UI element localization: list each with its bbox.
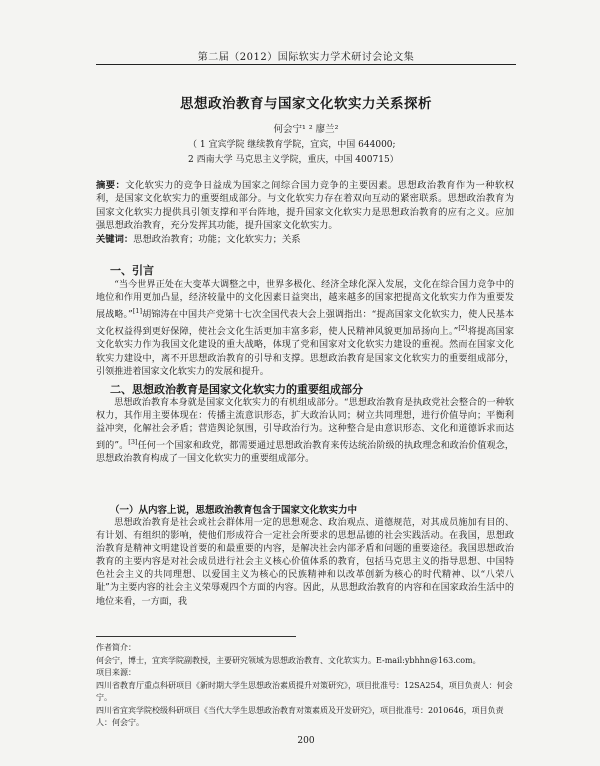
- intro-text-3: 将提高国家文化软实力作为我国文化建设的重大战略，体现了党和国家对文化软实力建设的重视。然而在国家文化软实力建设中，离不开思想政治教育的引导和支撑。思想政治教育是国家文化软实力的重要组成部分，引领推进着国家文化软实力的发展和提升。: [96, 327, 514, 377]
- footnotes: [96, 642, 516, 730]
- section-heading-intro: 一、引言: [110, 264, 154, 277]
- footnote-rule: [96, 636, 296, 637]
- keywords-label: 关键词：: [96, 234, 134, 245]
- running-head: 第二届（2012）国际软实力学术研讨会论文集: [197, 52, 415, 63]
- abstract: [96, 179, 514, 232]
- section2-text-2: 任何一个国家和政党，都需要通过思想政治教育来传达统治阶级的执政理念和政治价值观念，思想政治教育构成了一国文化软实力的重要组成部分。: [96, 441, 514, 465]
- header-rule: [96, 64, 516, 65]
- fund-label: 项目来源：: [96, 668, 136, 677]
- fund-item-1: 四川省教育厅重点科研项目《新时期大学生思想政治素质提升对策研究》，项目批准号：12SA254，项目负责人：何会宁。: [96, 680, 513, 702]
- affiliation-1: （ 1 宜宾学院 继续教育学院，宜宾，中国 644000;: [188, 140, 396, 150]
- keywords-text: 思想政治教育；功能；文化软实力；关系: [133, 234, 301, 245]
- authors: 何会宁¹ ² 廖兰²: [273, 124, 339, 135]
- subsection-heading-1: （一）从内容上说，思想政治教育包含于国家文化软实力中: [110, 505, 358, 516]
- section2-paragraph: [96, 397, 514, 467]
- intro-text-2: 胡锦涛在中国共产党第十七次全国代表大会上强调指出：“提高国家文化软实力，使人民基本文化权益得到更好保障，使社会文化生活更加丰富多彩，使人民精神风貌更加昂扬向上。”: [96, 310, 514, 338]
- page-number: 200: [297, 736, 315, 746]
- fund-item-2: 四川省宜宾学院校级科研项目《当代大学生思想政治教育对策素质及开发研究》，项目批准号：2010646，项目负责人：何会宁。: [96, 705, 504, 727]
- author-info-text: 何会宁，博士，宜宾学院副教授，主要研究领域为思想政治教育、文化软实力。E-mail:ybhhn@163.com。: [96, 655, 481, 665]
- affiliation-2: 2 西南大学 马克思主义学院，重庆，中国 400715）: [188, 155, 399, 165]
- abstract-text: 文化软实力的竞争日益成为国家之间综合国力竞争的主要因素。思想政治教育作为一种软权利，是国家文化软实力的重要组成部分。与文化软实力存在着双向互动的紧密联系。思想政治教育为国家文化软实力提供具引领支撑和平台阵地，提升国家文化软实力是思想政治教育的应有之义。应加强思想政治教育，充分发挥其功能，提升国家文化软实力。: [96, 180, 514, 231]
- intro-text-1: “当今世界正处在大变革大调整之中，世界多极化、经济全球化深入发展，文化在综合国力竞争中的地位和作用更加凸显，经济较量中的文化因素日益突出，越来越多的国家把提高文化软实力作为重要发展战略。”: [96, 280, 514, 321]
- section-heading-2: 二、思想政治教育是国家文化软实力的重要组成部分: [110, 383, 363, 396]
- abstract-label: 摘要：: [96, 180, 126, 191]
- citation-3: [3]: [128, 438, 138, 447]
- intro-paragraph: [96, 279, 514, 379]
- section2-text-1: 思想政治教育本身就是国家文化软实力的有机组成部分。“思想政治教育是执政党社会整合的一种软权力，其作用主要体现在：传播主流意识形态，扩大政治认同；树立共同理想，进行价值导向；平衡利益冲突，化解社会矛盾；营造舆论氛围，引导政治行为。这种整合是由意识形态、文化和道德诉求而达到的”。: [96, 398, 514, 452]
- paper-title: 思想政治教育与国家文化软实力关系探析: [180, 96, 432, 112]
- citation-1: [1]: [132, 307, 143, 316]
- keywords: [96, 233, 514, 246]
- subsection1-paragraph: 思想政治教育是社会或社会群体用一定的思想观念、政治观点、道德规范，对其成员施加有目的、有计划、有组织的影响，使他们形成符合一定社会所要求的思想品德的社会实践活动。在我国，思想政治教育是精神文明建设首要的和最重要的内容，是解决社会内部矛盾和问题的重要途径。我国思想政治教育的主要内容是对社会成员进行社会主义核心价值体系的教育，包括马克思主义的指导思想、中国特色社会主义的共同理想、以爱国主义为核心的民族精神和以改革创新为核心的时代精神、以“八荣八耻”为主要内容的社会主义荣辱观四个方面的内容。因此，从思想政治教育的内容和在国家政治生活中的地位来看，一方面，我: [96, 518, 514, 607]
- author-info-label: 作者简介：: [96, 643, 136, 652]
- citation-2: [2]: [458, 324, 468, 333]
